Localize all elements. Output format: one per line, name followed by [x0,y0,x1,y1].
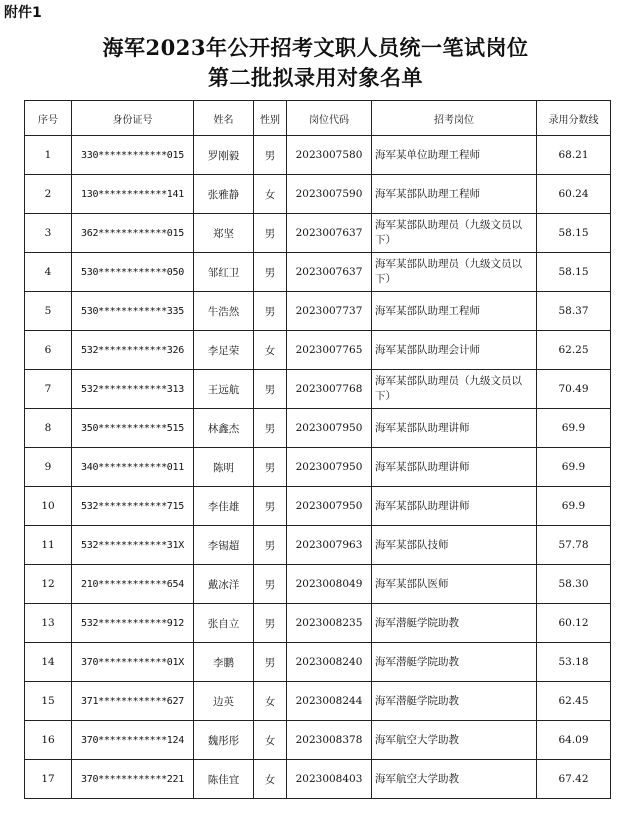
cell-id: 370************221 [72,760,194,799]
cell-sex: 男 [254,370,287,409]
cell-post: 海军航空大学助教 [372,721,537,760]
table-row [25,331,611,370]
cell-score: 68.21 [537,136,611,175]
cell-sex: 男 [254,487,287,526]
cell-sex: 男 [254,643,287,682]
cell-code: 2023007637 [287,253,372,292]
cell-name: 林鑫杰 [194,409,254,448]
cell-post: 海军航空大学助教 [372,760,537,799]
cell-id: 371************627 [72,682,194,721]
cell-score: 58.15 [537,214,611,253]
cell-name: 牛浩然 [194,292,254,331]
cell-no: 4 [25,253,72,292]
table-row [25,760,611,799]
cell-sex: 男 [254,565,287,604]
cell-no: 16 [25,721,72,760]
cell-score: 57.78 [537,526,611,565]
cell-sex: 男 [254,136,287,175]
cell-score: 60.12 [537,604,611,643]
cell-id: 532************313 [72,370,194,409]
cell-score: 62.45 [537,682,611,721]
cell-no: 17 [25,760,72,799]
cell-name: 张雅静 [194,175,254,214]
cell-score: 67.42 [537,760,611,799]
cell-post: 海军某部队助理员（九级文员以下） [372,253,537,292]
cell-name: 王远航 [194,370,254,409]
cell-post: 海军某部队助理员（九级文员以下） [372,370,537,409]
cell-code: 2023007768 [287,370,372,409]
table-row [25,487,611,526]
candidate-table [24,100,611,799]
cell-sex: 女 [254,682,287,721]
cell-post: 海军某部队助理会计师 [372,331,537,370]
table-header-row [25,101,611,136]
header-score: 录用分数线 [537,101,611,136]
cell-code: 2023008378 [287,721,372,760]
cell-code: 2023008403 [287,760,372,799]
cell-no: 5 [25,292,72,331]
cell-code: 2023008235 [287,604,372,643]
table-row [25,292,611,331]
cell-score: 53.18 [537,643,611,682]
cell-sex: 女 [254,721,287,760]
cell-id: 210************654 [72,565,194,604]
table-row [25,604,611,643]
cell-sex: 女 [254,331,287,370]
cell-name: 陈佳宜 [194,760,254,799]
cell-score: 60.24 [537,175,611,214]
cell-id: 370************01X [72,643,194,682]
cell-score: 69.9 [537,409,611,448]
attachment-label: 附件1 [4,5,42,21]
table-row [25,370,611,409]
cell-id: 362************015 [72,214,194,253]
cell-code: 2023007590 [287,175,372,214]
header-code: 岗位代码 [287,101,372,136]
header-no: 序号 [25,101,72,136]
cell-no: 3 [25,214,72,253]
cell-id: 532************326 [72,331,194,370]
header-id: 身份证号 [72,101,194,136]
cell-code: 2023007950 [287,409,372,448]
cell-code: 2023007963 [287,526,372,565]
cell-score: 69.9 [537,448,611,487]
cell-sex: 男 [254,526,287,565]
cell-no: 12 [25,565,72,604]
cell-no: 9 [25,448,72,487]
cell-sex: 女 [254,175,287,214]
cell-no: 6 [25,331,72,370]
cell-name: 邹红卫 [194,253,254,292]
cell-post: 海军某部队助理讲师 [372,409,537,448]
cell-post: 海军某部队助理工程师 [372,175,537,214]
cell-score: 64.09 [537,721,611,760]
cell-code: 2023007580 [287,136,372,175]
table-row [25,136,611,175]
cell-id: 330************015 [72,136,194,175]
cell-sex: 男 [254,214,287,253]
cell-score: 69.9 [537,487,611,526]
header-sex: 性别 [254,101,287,136]
cell-post: 海军某单位助理工程师 [372,136,537,175]
table-row [25,721,611,760]
cell-id: 370************124 [72,721,194,760]
table-row [25,214,611,253]
cell-sex: 男 [254,409,287,448]
table-row [25,682,611,721]
cell-score: 58.37 [537,292,611,331]
cell-id: 350************515 [72,409,194,448]
cell-id: 530************335 [72,292,194,331]
cell-no: 13 [25,604,72,643]
cell-post: 海军某部队医师 [372,565,537,604]
cell-no: 1 [25,136,72,175]
cell-post: 海军某部队助理讲师 [372,448,537,487]
cell-id: 340************011 [72,448,194,487]
cell-sex: 男 [254,253,287,292]
cell-post: 海军潜艇学院助教 [372,643,537,682]
cell-score: 70.49 [537,370,611,409]
cell-name: 魏彤彤 [194,721,254,760]
cell-no: 8 [25,409,72,448]
cell-no: 7 [25,370,72,409]
cell-post: 海军某部队助理工程师 [372,292,537,331]
table-row [25,565,611,604]
cell-id: 532************912 [72,604,194,643]
cell-code: 2023007950 [287,448,372,487]
cell-no: 11 [25,526,72,565]
cell-code: 2023007765 [287,331,372,370]
cell-post: 海军某部队技师 [372,526,537,565]
cell-name: 李锡超 [194,526,254,565]
document-title-line1: 海军2023年公开招考文职人员统一笔试岗位 [102,35,529,60]
cell-name: 罗刚毅 [194,136,254,175]
cell-name: 戴冰洋 [194,565,254,604]
cell-name: 张自立 [194,604,254,643]
cell-name: 陈明 [194,448,254,487]
cell-post: 海军某部队助理员（九级文员以下） [372,214,537,253]
cell-id: 532************715 [72,487,194,526]
cell-name: 李佳雄 [194,487,254,526]
table-row [25,643,611,682]
cell-score: 58.30 [537,565,611,604]
document-title-line2: 第二批拟录用对象名单 [208,65,423,90]
table-row [25,448,611,487]
cell-sex: 男 [254,292,287,331]
cell-code: 2023007737 [287,292,372,331]
cell-id: 130************141 [72,175,194,214]
cell-code: 2023007950 [287,487,372,526]
cell-name: 边英 [194,682,254,721]
table-row [25,526,611,565]
cell-name: 郑坚 [194,214,254,253]
cell-name: 李鹏 [194,643,254,682]
cell-sex: 男 [254,604,287,643]
cell-no: 15 [25,682,72,721]
cell-name: 李足荣 [194,331,254,370]
cell-no: 2 [25,175,72,214]
cell-id: 532************31X [72,526,194,565]
cell-id: 530************050 [72,253,194,292]
table-row [25,253,611,292]
cell-post: 海军某部队助理讲师 [372,487,537,526]
cell-code: 2023008049 [287,565,372,604]
cell-score: 58.15 [537,253,611,292]
cell-no: 14 [25,643,72,682]
header-name: 姓名 [194,101,254,136]
cell-code: 2023007637 [287,214,372,253]
header-post: 招考岗位 [372,101,537,136]
cell-sex: 男 [254,448,287,487]
cell-code: 2023008244 [287,682,372,721]
cell-no: 10 [25,487,72,526]
cell-sex: 女 [254,760,287,799]
table-row [25,175,611,214]
cell-score: 62.25 [537,331,611,370]
cell-code: 2023008240 [287,643,372,682]
table-row [25,409,611,448]
cell-post: 海军潜艇学院助教 [372,604,537,643]
cell-post: 海军潜艇学院助教 [372,682,537,721]
